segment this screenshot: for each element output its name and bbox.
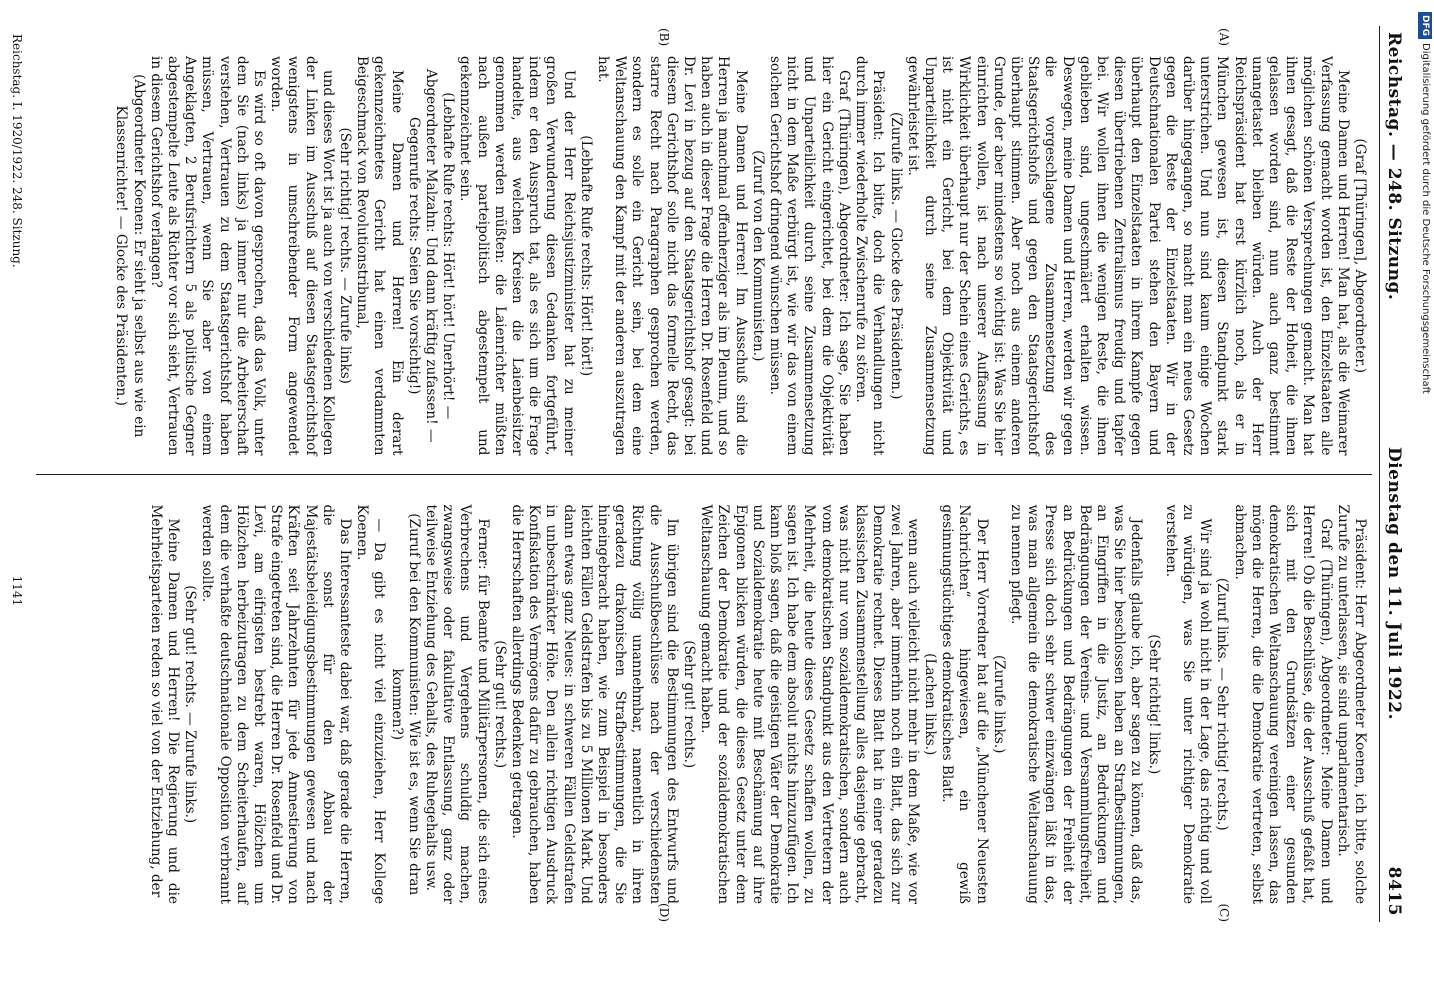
left-column-paragraph: Und der Herr Reichsjustizminister hat zu meiner großen Verwunderung diesen Gedanken fortgeführt, indem er den Ausspruch tat, als es sich um die Frage handelte, aus welchen Kreisen die Laienbeisitzer genommen werden müßten: die Laienrichter müßten nach außen parteipolitisch abgestempelt und gekennzeichnet sein. — [457, 56, 577, 456]
left-column — [36, 26, 1372, 474]
left-column-paragraph: (Zurufe links. — Glocke des Präsidenten.) — [887, 112, 904, 400]
left-column-paragraph: (Lebhafte Rufe rechts: Hört! hört!) — [577, 135, 594, 377]
left-column-paragraph: (Zuruf von den Kommunisten.) — [749, 150, 766, 362]
right-column-paragraph: Präsident: Herr Abgeordneter Koenen, ich bitte, solche Zurufe zu unterlassen, sie sind unparlamentarisch. — [1334, 504, 1368, 904]
left-column-paragraph: Präsident: Ich bitte, doch die Verhandlungen nicht durch immer wiederholte Zwischenrufe zu stören. — [853, 56, 887, 456]
margin-marker-b: (B) — [657, 28, 671, 47]
right-column-paragraph: Wir sind ja wohl nicht in der Lage, das richtig und voll zu würdigen, was Sie unter richtiger Demokratie verstehen. — [1162, 504, 1214, 904]
right-column-paragraph: Graf (Thüringen), Abgeordneter: Meine Damen und Herren! Ob die Beschlüsse, die der Ausschuß gefaßt hat, sich mit den Grundsätzen einer gesunden demokratischen Weltanschauung vereinigen lassen, das mögen die Herren, die die Demokratie vertreten, selbst abmachen. — [1231, 504, 1334, 904]
right-column-paragraph: (Sehr gut! rechts.) — [491, 640, 508, 769]
page-number: 8415 — [1384, 866, 1404, 916]
dfg-logo-icon: DFG — [1418, 12, 1432, 39]
digitization-note — [1418, 12, 1432, 988]
left-column-paragraph: Es wird so oft davon gesprochen, daß das Volk, unter dem Sie (nach links) ja immer nur die Arbeiterschaft verstehen, Vertrauen zu dem Staatsgerichtshof haben müssen, Vertrauen, wenn Sie aber von einem Angeklagten, 2 Berufsrichtern 5 als politische Gegner abgestempelte Leute als Richter vor sich sieht, Vertrauen in diesem Gerichtshof verlangen? — [147, 56, 267, 456]
right-column-paragraph: (Zuruf bei den Kommunisten: Wie ist es, wenn Sie dran kommen?) — [388, 513, 422, 896]
right-column-paragraph: (Sehr gut! rechts.) — [681, 640, 698, 769]
right-column-paragraph: Im übrigen sind die Bestimmungen des Entwurfs und die Ausschußbeschlüsse nach der verschiedensten Richtung völlig unannehmbar, namentlich in ihren geradezu drakonischen Strafbestimmungen, die Sie hineingebracht haben, wie zum Beispiel in besonders leichten Fällen Geldstrafen bis zu 5 Millionen Mark. Und dann etwas ganz Neues: in schweren Fällen Geldstrafen in unbeschränkter Höhe. Den allein richtigen Ausdruck Konfiskation des Vermögens dafür zu gebrauchen, haben die Herrschaften allerdings Bedenken getragen. — [509, 504, 680, 904]
right-column-paragraph: (Sehr gut! rechts. — Zurufe links.) — [182, 585, 199, 824]
page-footer — [10, 34, 24, 914]
right-column-paragraph: wenn auch vielleicht nicht mehr in dem Maße, wie vor zwei Jahren, aber immerhin noch ein Blatt, das sich zur Demokratie rechnet. Dieses Blatt hat in einer geradezu klassischen Zusammenstellung alles dasjenige gebracht, was nicht nur vom sozialdemokratischen, sondern auch vom demokratischen Standpunkt aus den Vertretern der Mehrheit, die heute dieses Gesetz schaffen wollen, zu sagen ist. Ich habe dem absolut nichts hinzuzufügen. Ich kann bloß sagen, daß die geistigen Väter der Demokratie und Sozialdemokratie heute mit Beschämung auf ihre Epigonen blicken würden, die dieses Gesetz unter dem Zeichen der Demokratie und der sozialdemokratischen Weltanschauung gemacht haben. — [698, 504, 921, 904]
right-column-paragraph: (Zuruf links. — Sehr richtig! rechts.) — [1214, 577, 1231, 831]
left-column-paragraph: (Graf [Thüringen], Abgeordneter.) — [1352, 138, 1368, 374]
rotated-page — [2, 4, 1422, 944]
right-column-paragraph: (Sehr richtig! links.) — [1145, 634, 1162, 775]
margin-marker-d: (D) — [657, 903, 671, 922]
left-column-paragraph: Graf (Thüringen), Abgeordneter: Ich sage, Sie haben hier ein Gericht eingerichtet, bei dem die Objektivität und Unparteilichkeit durch seine Zusammensetzung nicht in dem Maße verbürgt ist, wie wir das von einem solchen Gerichtshof dringend wünschen müssen. — [767, 56, 852, 456]
footer-left: Reichstag. I. 1920/1922. 248. Sitzung. — [10, 34, 24, 268]
left-column-paragraph: Meine Damen und Herren! Man hat, als die Weimarer Verfassung gemacht worden ist, den Einzelstaaten alle möglichen schönen Versprechungen gemacht. Man hat ihnen gesagt, daß die Reste der Hoheit, die ihnen gelassen worden sind, nun auch ganz bestimmt unangetastet bleiben würden. Auch der Herr Reichspräsident hat erst kürzlich noch, als er in München gewesen ist, diesen Standpunkt stark unterstrichen. Und nun sind kaum einige Wochen darüber hingegangen, so macht man ein neues Gesetz gegen die Reste der Einzelstaaten. Wir in der Deutschnationalen Partei stehen den Bayern und überhaupt den Einzelstaaten in ihrem Kampfe gegen diesen übertriebenen Zentralismus freudig und tapfer bei. Wir wollen ihnen die wenigen Reste, die ihnen geblieben sind, ungeschmälert erhalten wissen. Deswegen, meine Damen und Herren, werden wir gegen die vorgeschlagene Zusammensetzung des Staatsgerichtshofs und gegen den Staatsgerichtshof überhaupt stimmen. Aber noch aus einem anderen Grunde, der aber mindestens so wichtig ist: Was Sie hier einrichten wollen, ist nach unserer Auffassung in Wirklichkeit überhaupt nur der Schein eines Gerichts, es ist nicht ein Gericht, bei dem Objektivität und Unparteilichkeit durch seine Zusammensetzung gewährleistet ist. — [904, 56, 1351, 456]
footer-signature: 1141 — [10, 575, 24, 607]
right-column-paragraph: (Lachen links.) — [921, 653, 938, 756]
running-head — [1379, 26, 1404, 922]
right-column-paragraph: Das Interessanteste dabei war, daß gerade die Herren, die sonst für den Abbau der Majestätsbeleidigungsbestimmungen gewesen und nach Kräften seit Jahrzehnten für jede Amnestierung von Strafe eingetreten sind, die Herren Dr. Rosenfeld und Dr. Levi, am eifrigsten bestrebt waren, Hölzchen um Hölzchen herbeizutragen zu dem Scheiterhaufen, auf dem die verhaßte deutschnationale Opposition verbrannt werden sollte. — [199, 504, 354, 904]
left-column-paragraph: (Abgeordneter Koenen: Er sieht ja selbst aus wie ein Klassenrichter! — Glocke des Präsidenten.) — [113, 74, 147, 438]
header-date: Dienstag den 11. Juli 1922. — [1384, 446, 1404, 721]
right-column-paragraph: — Da gibt es nicht viel einzuziehen, Herr Kollege Koenen. — [354, 504, 388, 904]
margin-marker-a: (A) — [1217, 28, 1231, 47]
document-page — [2, 4, 1422, 944]
left-column-paragraph: Meine Damen und Herren! Im Ausschuß sind die Herren ja manchmal offenherziger als im Plenum, und so haben auch in dieser Frage die Herren Dr. Rosenfeld und Dr. Levi in bezug auf den Staatsgerichtshof gesagt: bei diesem Gerichtshof solle nicht das formelle Recht, das starre Recht nach Paragraphen gesprochen werden, sondern es solle ein Gericht sein, bei dem eine Weltanschauung den Kampf mit der anderen auszutragen hat. — [595, 56, 749, 456]
right-column-paragraph: Meine Damen und Herren! Die Regierung und die Mehrheitsparteien reden so viel von der Entziehung, der — [147, 504, 181, 904]
header-left: Reichstag. — 248. Sitzung. — [1384, 32, 1404, 301]
right-column — [36, 474, 1372, 923]
right-column-paragraph: Der Herr Vorredner hat auf die „Münchener Neuesten Nachrichten“ hingewiesen, ein gewiß gesinnungstüchtiges demokratisches Blatt. — [939, 504, 990, 904]
left-column-paragraph: und dieses Wort ist ja auch von verschiedenen Kollegen der Linken im Ausschuß auf diesen Staatsgerichtshof wenigstens in umschreibender Form angewendet worden. — [268, 56, 336, 456]
margin-marker-c: (C) — [1217, 903, 1231, 922]
right-column-paragraph: Ferner: für Beamte und Militärpersonen, die sich eines Verbrechens und Vergehens schuldig machen, zwangsweise oder fakultative Entlassung, ganz oder teilweise Entziehung des Gehalts, des Ruhegehalts usw. — [423, 504, 491, 904]
text-columns — [36, 26, 1372, 922]
left-column-paragraph: (Sehr richtig! rechts. — Zurufe links) — [337, 127, 354, 384]
right-column-paragraph: Jedenfalls glaube ich, aber sagen zu können, daß das, was Sie hier beschlossen haben an Strafbestimmungen, an Eingriffen in die Justiz, an Bedrückungen und Bedrängungen der Vereins- und Versammlungsfreiheit, an Bedrückungen und Bedrängungen der Freiheit der Presse sich doch sehr schwer einzwängen läßt in das, was man allgemein die demokratische Weltanschauung zu nennen pflegt. — [1007, 504, 1145, 904]
left-column-paragraph: Meine Damen und Herren! Ein derart gekennzeichnetes Gericht hat einen verdammten Beigeschmack von Revolutionstribunal, — [354, 56, 405, 456]
digitization-text: Digitalisierung gefördert durch die Deutsche Forschungsgemeinschaft — [1420, 43, 1431, 394]
left-column-paragraph: (Lebhafte Rufe rechts: Hört! hört! Unerhört! — Abgeordneter Malzahn: Und dann kräftig zufassen! — Gegenrufe rechts: Seien Sie vorsichtig!) — [405, 68, 457, 443]
right-column-paragraph: (Zurufe links.) — [990, 655, 1007, 754]
